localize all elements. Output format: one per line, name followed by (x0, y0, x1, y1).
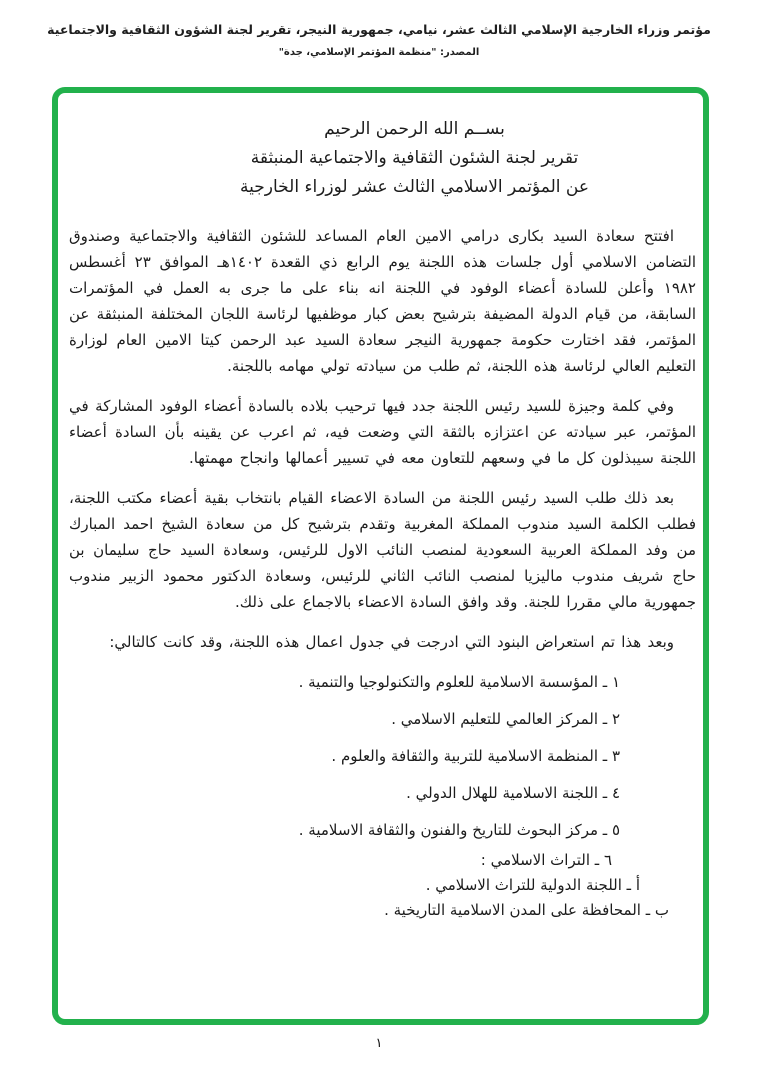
paragraph-bureau-election: بعد ذلك طلب السيد رئيس اللجنة من السادة الاعضاء القيام بانتخاب بقية أعضاء مكتب اللجنة، فطلب الكلمة السيد مندوب المملكة المغربية وتقدم بترشيح كل من سعادة الشيخ احمد المبارك من وفد المملكة العربية السعودية لمنصب النائب الاول للرئيس، وسعادة السيد حاج سليمان بن حاج شريف مندوب ماليزيا لمنصب النائب الثاني للرئيس، وسعادة الدكتور محمود الزبير مندوب جمهورية مالي مقررا للجنة. وقد وافق السادة الاعضاء بالاجماع على ذلك. (69, 489, 696, 611)
agenda-list (69, 669, 696, 923)
paragraph-chairman-speech: وفي كلمة وجيزة للسيد رئيس اللجنة جدد فيها ترحيب بلاده بالسادة أعضاء الوفود المشاركة في المؤتمر، عبر سيادته عن اعتزازه بالثقة التي وضعت فيه، ثم اعرب عن يقينه بأن السادة أعضاء اللجنة سيبذلون كل ما في وسعهم للتعاون معه في تسيير أعمالها وانجاح مهمتها. (69, 397, 696, 467)
document-header (0, 22, 758, 58)
agenda-item-1: ١ ـ المؤسسة الاسلامية للعلوم والتكنولوجيا والتنمية . (298, 673, 620, 691)
agenda-item-2: ٢ ـ المركز العالمي للتعليم الاسلامي . (391, 710, 620, 728)
agenda-item-4: ٤ ـ اللجنة الاسلامية للهلال الدولي . (406, 784, 620, 802)
agenda-item-6: ٦ ـ التراث الاسلامي : (480, 851, 612, 869)
agenda-item-5: ٥ ـ مركز البحوث للتاريخ والفنون والثقافة الاسلامية . (298, 821, 620, 839)
report-title-line-1: تقرير لجنة الشئون الثقافية والاجتماعية المنبثقة (250, 148, 579, 168)
document-body (69, 93, 696, 923)
agenda-sub-item-a: أ ـ اللجنة الدولية للتراث الاسلامي . (425, 876, 640, 894)
paragraph-opening-session: افتتح سعادة السيد بكارى درامي الامين العام المساعد للشئون الثقافية والاجتماعية وصندوق التضامن الاسلامي أول جلسات هذه اللجنة يوم الرابع ذي القعدة ١٤٠٢هـ الموافق ٢٣ أغسطس ١٩٨٢ وأعلن للسادة أعضاء الوفود في اللجنة انه بناء على ما جرى به العمل في المؤتمرات السابقة، من قيام الدولة المضيفة بترشيح بعض كبار موظفيها لرئاسة اللجان المختلفة المنبثقة عن المؤتمر، فقد اختارت حكومة جمهورية النيجر سعادة السيد عبد الرحمن كيتا الامين العام لوزارة التعليم العالي لرئاسة هذه اللجنة، ثم طلب من سيادته تولي مهامه باللجنة. (69, 227, 696, 375)
header-source-line: المصدر: "منظمة المؤتمر الإسلامي، جدة" (278, 47, 480, 58)
agenda-item-3: ٣ ـ المنظمة الاسلامية للتربية والثقافة والعلوم . (331, 747, 620, 765)
green-border-frame (52, 87, 709, 1025)
paragraph-agenda-intro: وبعد هذا تم استعراض البنود التي ادرجت في جدول اعمال هذه اللجنة، وقد كانت كالتالي: (109, 633, 674, 651)
document-title-block (69, 115, 696, 202)
agenda-sub-item-b: ب ـ المحافظة على المدن الاسلامية التاريخية . (384, 901, 669, 919)
page-number: ١ (375, 1036, 383, 1051)
bismillah-line: بســم الله الرحمن الرحيم (324, 119, 505, 139)
header-title: مؤتمر وزراء الخارجية الإسلامي الثالث عشر، نيامي، جمهورية النيجر، تقرير لجنة الشؤون الثقافية والاجتماعية (47, 22, 711, 37)
report-title-line-2: عن المؤتمر الاسلامي الثالث عشر لوزراء الخارجية (240, 177, 589, 197)
